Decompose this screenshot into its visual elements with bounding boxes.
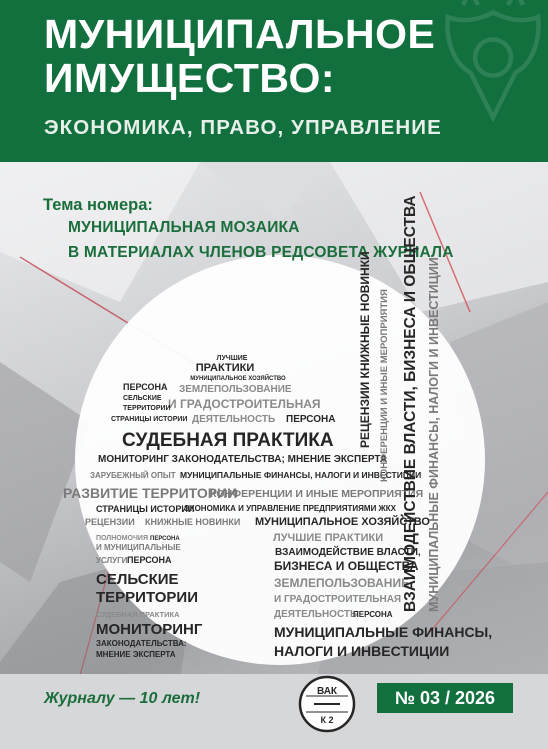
cloud-word: СЕЛЬСКИЕ bbox=[123, 395, 162, 402]
cloud-word: ПЕРСОНА bbox=[150, 536, 180, 542]
cloud-word: БИЗНЕСА И ОБЩЕСТВА bbox=[274, 559, 419, 573]
cloud-word: МУНИЦИПАЛЬНЫЕ ФИНАНСЫ, bbox=[274, 624, 493, 640]
cloud-word: ВЗАИМОДЕЙСТВИЕ ВЛАСТИ, bbox=[275, 547, 421, 558]
cloud-word-vertical: ВЗАИМОДЕЙСТВИЕ ВЛАСТИ, БИЗНЕСА И ОБЩЕСТВА bbox=[402, 195, 419, 612]
cloud-word: ПЕРСОНА bbox=[286, 414, 336, 425]
cloud-word: ЛУЧШИЕ bbox=[216, 355, 248, 362]
journal-subtitle: ЭКОНОМИКА, ПРАВО, УПРАВЛЕНИЕ bbox=[44, 116, 442, 139]
cloud-word: МОНИТОРИНГ ЗАКОНОДАТЕЛЬСТВА; МНЕНИЕ ЭКСПЕРТА bbox=[98, 454, 388, 465]
cloud-word: ПЕРСОНА bbox=[127, 555, 172, 565]
cloud-word: УСЛУГИ bbox=[96, 556, 128, 565]
cloud-word: СУДЕБНАЯ ПРАКТИКА bbox=[96, 610, 180, 619]
cloud-word: МУНИЦИПАЛЬНОЕ ХОЗЯЙСТВО bbox=[255, 516, 430, 528]
cloud-word: МУНИЦИПАЛЬНОЕ ХОЗЯЙСТВО bbox=[190, 376, 286, 382]
cloud-word: МОНИТОРИНГ bbox=[96, 621, 203, 638]
cloud-word: МНЕНИЕ ЭКСПЕРТА bbox=[96, 650, 176, 659]
cloud-word: И ГРАДОСТРОИТЕЛЬНАЯ bbox=[274, 594, 402, 605]
cloud-word: СЕЛЬСКИЕ bbox=[96, 571, 179, 588]
cloud-word-vertical: МУНИЦИПАЛЬНЫЕ ФИНАНСЫ, НАЛОГИ И ИНВЕСТИЦИИ bbox=[427, 257, 441, 612]
cloud-word: ЗАРУБЕЖНЫЙ ОПЫТ bbox=[90, 471, 176, 480]
issue-number-badge: № 03 / 2026 bbox=[377, 683, 513, 713]
cloud-word: ЗЕМЛЕПОЛЬЗОВАНИЕ bbox=[179, 384, 292, 395]
cloud-word: ДЕЯТЕЛЬНОСТЬ bbox=[192, 414, 276, 425]
issue-theme-label: Тема номера: bbox=[43, 196, 153, 214]
vak-badge-bottom: К 2 bbox=[320, 715, 334, 725]
cloud-word-vertical: РЕЦЕНЗИИ КНИЖНЫЕ НОВИНКИ bbox=[358, 251, 372, 448]
cloud-word: ТЕРРИТОРИИ bbox=[96, 589, 198, 606]
cloud-word: ПЕРСОНА bbox=[353, 610, 393, 619]
cloud-word: И МУНИЦИПАЛЬНЫЕ bbox=[96, 543, 181, 552]
journal-title-line1: МУНИЦИПАЛЬНОЕ bbox=[44, 11, 436, 57]
vak-badge-icon bbox=[296, 673, 358, 735]
issue-theme-line2: В МАТЕРИАЛАХ ЧЛЕНОВ РЕДСОВЕТА ЖУРНАЛА bbox=[68, 244, 454, 261]
cloud-word: ЛУЧШИЕ ПРАКТИКИ bbox=[273, 532, 384, 544]
cloud-word: ЭКОНОМИКА И УПРАВЛЕНИЕ ПРЕДПРИЯТИЯМИ ЖКХ bbox=[184, 504, 396, 513]
anniversary-text: Журналу — 10 лет! bbox=[44, 690, 201, 707]
cloud-word: РЕЦЕНЗИИ bbox=[85, 517, 135, 527]
journal-title-line2: ИМУЩЕСТВО: bbox=[44, 55, 336, 101]
cloud-word: РАЗВИТИЕ ТЕРРИТОРИИ bbox=[63, 485, 238, 501]
cloud-word: НАЛОГИ И ИНВЕСТИЦИИ bbox=[274, 643, 450, 659]
cloud-word: ПРАКТИКИ bbox=[195, 362, 255, 374]
cloud-word: ПОЛНОМОЧИЯ bbox=[96, 535, 148, 542]
cloud-word-vertical: КОНФЕРЕНЦИИ И ИНЫЕ МЕРОПРИЯТИЯ bbox=[379, 289, 390, 482]
cloud-word: СТРАНИЦЫ ИСТОРИИ bbox=[111, 416, 188, 423]
cloud-word: КОНФЕРЕНЦИИ И ИНЫЕ МЕРОПРИЯТИЯ bbox=[210, 488, 424, 500]
cloud-word: СТРАНИЦЫ ИСТОРИИ bbox=[96, 504, 195, 514]
cloud-word: КНИЖНЫЕ НОВИНКИ bbox=[145, 517, 241, 527]
cloud-word: ЗЕМЛЕПОЛЬЗОВАНИЕ bbox=[274, 576, 410, 590]
cloud-word: И ГРАДОСТРОИТЕЛЬНАЯ bbox=[168, 397, 321, 411]
cloud-word: ЗАКОНОДАТЕЛЬСТВА: bbox=[96, 639, 187, 648]
cloud-word: МУНИЦИПАЛЬНЫЕ ФИНАНСЫ, НАЛОГИ И ИНВЕСТИЦИИ bbox=[180, 470, 422, 480]
cloud-word: ДЕЯТЕЛЬНОСТЬ bbox=[274, 609, 358, 620]
cloud-word: ТЕРРИТОРИИ bbox=[123, 405, 171, 412]
cloud-word: СУДЕБНАЯ ПРАКТИКА bbox=[122, 430, 334, 451]
cloud-word: ПЕРСОНА bbox=[123, 382, 168, 392]
issue-theme-line1: МУНИЦИПАЛЬНАЯ МОЗАИКА bbox=[68, 219, 300, 236]
vak-badge-top: ВАК bbox=[316, 686, 338, 697]
